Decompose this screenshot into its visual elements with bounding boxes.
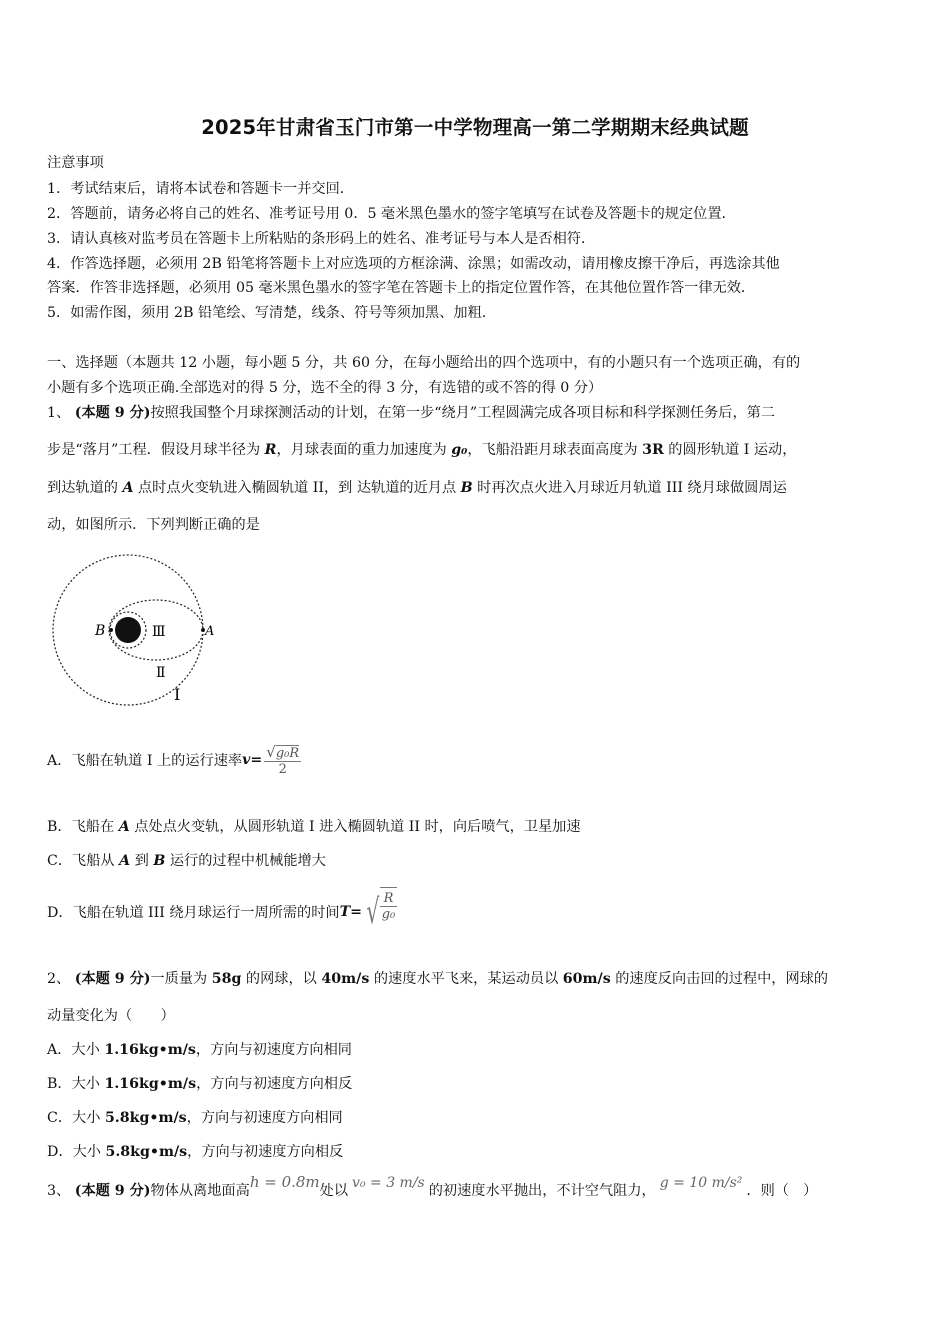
q3-line-1 (47, 1173, 818, 1200)
q1-option-d-sqrt: √ $\frac{R}{\text{g₀}}$ (362, 887, 397, 937)
q1-option-d-num-text: R (383, 891, 394, 906)
q1-option-c-text-c: 运行的过程中机械能增大 (165, 853, 326, 869)
q1-option-b-text-a: B．飞船在 (47, 819, 119, 835)
notice-item-1: 1．考试结束后，请将本试卷和答题卡一并交回． (47, 181, 354, 197)
q1-var-A: A (122, 480, 134, 496)
q1-option-d-den-text: g₀ (381, 907, 396, 922)
label-III: Ⅲ (152, 624, 166, 640)
q3-text-c: 的初速度水平抛出，不计空气阻力， (428, 1183, 656, 1199)
q2-line-2: 动量变化为（ ） (47, 1008, 175, 1024)
notice-heading: 注意事项 (47, 155, 104, 171)
q1-option-b-text-b: 点处点火变轨，从圆形轨道 I 进入椭圆轨道 II 时，向后喷气，卫星加速 (129, 819, 581, 835)
q1-text-2c: ，飞船沿距月球表面高度为 (467, 442, 643, 458)
label-II: Ⅱ (156, 665, 166, 681)
notice-item-2: 2．答题前，请务必将自己的姓名、准考证号用 0．5 毫米黑色墨水的签字笔填写在试卷及答题卡的规定位置． (47, 206, 736, 222)
q3-velocity-formula: v₀ = 3 m/s (352, 1175, 425, 1191)
q1-number: 1、 (47, 405, 71, 421)
q2-option-b-rest: ，方向与初速度方向相反 (196, 1076, 353, 1092)
q2-option-b-label: B．大小 (47, 1076, 105, 1092)
q2-option-b-value: 1.16kg•m/s (104, 1076, 197, 1092)
notice-item-3: 3．请认真核对监考员在答题卡上所粘贴的条形码上的姓名、准考证号与本人是否相符． (47, 231, 596, 247)
moon-body (115, 617, 141, 643)
q2-option-a-value: 1.16kg•m/s (104, 1042, 196, 1058)
notice-item-4: 4．作答选择题，必须用 2B 铅笔将答题卡上对应选项的方框涂满、涂黑；如需改动，请用橡皮擦干净后，再选涂其他 (47, 256, 780, 272)
q1-text-2a: 步是“落月”工程．假设月球半径为 (47, 442, 265, 458)
q2-option-c (47, 1107, 343, 1127)
q1-var-3R: 3R (642, 442, 664, 458)
q3-score-tag: (本题 9 分) (74, 1183, 151, 1199)
q3-gravity-formula: g = 10 m/s² (659, 1175, 743, 1191)
q3-text-b: 处以 (319, 1183, 349, 1199)
notice-item-5: 5．如需作图，须用 2B 铅笔绘、写清楚，线条、符号等须加黑、加粗． (47, 305, 496, 321)
q1-option-d-eq: = (350, 904, 363, 920)
q1-var-R: R (264, 442, 277, 458)
q1-option-d-fraction (380, 887, 398, 937)
q2-option-b (47, 1073, 352, 1093)
q1-option-c-text-b: 到 (130, 853, 154, 869)
label-B: B (95, 623, 106, 639)
q1-line-3 (47, 477, 787, 497)
q1-option-c (47, 850, 326, 870)
page-title: 2025年甘肃省玉门市第一中学物理高一第二学期期末经典试题 (201, 116, 749, 139)
q1-line-1 (47, 402, 775, 422)
q1-option-c-var-A: A (119, 853, 131, 869)
q3-number: 3、 (47, 1183, 71, 1199)
label-A: A (205, 624, 215, 639)
q1-text-2b: ，月球表面的重力加速度为 (276, 442, 452, 458)
q3-height-formula: h = 0.8m (249, 1173, 320, 1191)
q2-score-tag: (本题 9 分) (74, 971, 151, 987)
q2-option-c-label: C．大小 (47, 1110, 105, 1126)
q1-text-2d: 的圆形轨道 I 运动， (663, 442, 797, 458)
point-B-dot (109, 628, 113, 632)
q2-line-1 (47, 968, 828, 988)
q2-option-c-rest: ，方向与初速度方向相同 (186, 1110, 343, 1126)
q1-option-a (47, 738, 301, 782)
q2-text-1c: 的速度水平飞来，某运动员以 (369, 971, 563, 987)
q1-option-d-denominator (380, 907, 398, 922)
q1-option-a-var: v (242, 752, 251, 768)
q2-number: 2、 (47, 971, 71, 987)
q2-option-d-value: 5.8kg•m/s (105, 1144, 188, 1160)
q1-option-a-numerator: √g₀R (266, 743, 300, 761)
q1-option-a-num-text: g₀R (275, 746, 300, 761)
q1-option-a-denominator: 2 (278, 762, 287, 777)
q1-score-tag: (本题 9 分) (74, 405, 151, 421)
label-I: Ⅰ (174, 685, 181, 704)
q1-option-d-var: T (339, 904, 351, 920)
orbit-diagram (48, 550, 218, 710)
q3-text-a: 物体从离地面高 (150, 1183, 250, 1199)
q2-option-d-label: D．大小 (47, 1144, 106, 1160)
q2-option-a-rest: ，方向与初速度方向相同 (195, 1042, 352, 1058)
q1-text-3b: 点时点火变轨进入椭圆轨道 II，到 达轨道的近月点 (133, 480, 461, 496)
q2-option-d-rest: ，方向与初速度方向相反 (187, 1144, 344, 1160)
q2-speed-2: 60m/s (562, 971, 611, 987)
q1-option-c-var-B: B (153, 853, 166, 869)
q1-line-4: 动，如图所示．下列判断正确的是 (47, 517, 260, 533)
q1-text-3a: 到达轨道的 (47, 480, 123, 496)
section-header-line-2: 小题有多个选项正确.全部选对的得 5 分，选不全的得 3 分，有选错的或不答的得 0 分） (47, 380, 603, 396)
q1-var-g0: g₀ (451, 442, 468, 458)
q1-option-d-numerator (380, 891, 398, 907)
q1-var-B: B (460, 480, 473, 496)
q1-option-a-eq: = (250, 752, 263, 768)
q2-option-d (47, 1141, 343, 1161)
q1-option-a-text: A．飞船在轨道 I 上的运行速率 (47, 753, 243, 769)
q1-text-3c: 时再次点火进入月球近月轨道 III 绕月球做圆周运 (472, 480, 787, 496)
q1-option-d (47, 884, 397, 940)
q1-option-c-text-a: C．飞船从 (47, 853, 120, 869)
q2-speed-1: 40m/s (321, 971, 370, 987)
q2-option-a (47, 1039, 352, 1059)
q1-option-b-var-A: A (118, 819, 130, 835)
q2-option-a-label: A．大小 (47, 1042, 105, 1058)
q2-mass: 58g (211, 971, 242, 987)
q2-text-1a: 一质量为 (150, 971, 212, 987)
q2-option-c-value: 5.8kg•m/s (104, 1110, 187, 1126)
q1-option-b (47, 816, 581, 836)
q2-text-1b: 的网球，以 (241, 971, 322, 987)
section-header-line-1: 一、选择题（本题共 12 小题，每小题 5 分，共 60 分，在每小题给出的四个选项中，有的小题只有一个选项正确，有的 (47, 355, 801, 371)
q1-text-1: 按照我国整个月球探测活动的计划，在第一步“绕月”工程圆满完成各项目标和科学探测任务后，第二 (150, 405, 776, 421)
notice-item-4-cont: 答案．作答非选择题，必须用 05 毫米黑色墨水的签字笔在答题卡上的指定位置作答，在其他位置作答一律无效． (47, 280, 756, 296)
q2-text-1d: 的速度反向击回的过程中，网球的 (610, 971, 829, 987)
q1-line-2 (47, 439, 796, 459)
q1-option-a-fraction (264, 743, 301, 777)
q1-option-d-text: D．飞船在轨道 III 绕月球运行一周所需的时间 (47, 905, 340, 921)
q3-text-d: ．则（ ） (746, 1183, 818, 1199)
